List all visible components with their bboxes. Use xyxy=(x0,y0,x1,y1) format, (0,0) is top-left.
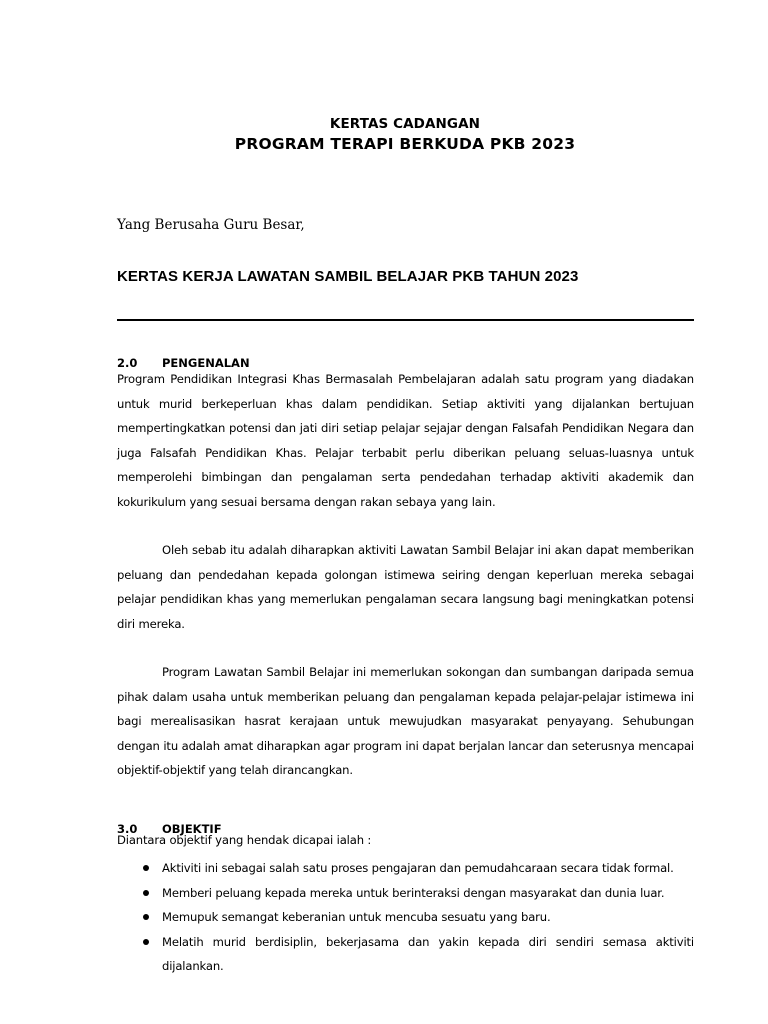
list-item-text: Melatih murid berdisiplin, bekerjasama dan yakin kepada diri sendiri semasa aktiviti dijalankan. xyxy=(162,934,694,974)
list-item-text: Aktiviti ini sebagai salah satu proses pengajaran dan pemudahcaraan secara tidak formal. xyxy=(162,861,674,875)
document-subtitle: KERTAS CADANGAN xyxy=(329,116,481,132)
document-title: PROGRAM TERAPI BERKUDA PKB 2023 xyxy=(234,135,576,153)
list-item xyxy=(117,905,694,930)
list-item xyxy=(117,930,694,979)
list-item-text: Memupuk semangat keberanian untuk mencuba sesuatu yang baru. xyxy=(162,910,551,925)
section-number: 3.0 xyxy=(117,822,138,836)
objective-intro: Diantara objektif yang hendak dicapai ialah : xyxy=(117,833,372,847)
section-title: OBJEKTIF xyxy=(162,822,222,836)
list-item xyxy=(117,881,694,906)
salutation: Yang Berusaha Guru Besar, xyxy=(117,217,305,233)
intro-paragraph-2: Oleh sebab itu adalah diharapkan aktiviti Lawatan Sambil Belajar ini akan dapat memberikan peluang dan pendedahan kepada golongan istimewa seiring dengan keperluan mereka sebagai pelajar pendidikan khas yang memerlukan pengalaman secara langsung bagi meningkatkan potensi diri mereka. xyxy=(117,543,694,631)
objective-list xyxy=(117,856,694,979)
section-title: PENGENALAN xyxy=(162,356,250,370)
bullet-icon xyxy=(143,890,149,896)
bullet-icon xyxy=(143,939,149,945)
intro-paragraph-1: Program Pendidikan Integrasi Khas Bermasalah Pembelajaran adalah satu program yang diadakan untuk murid berkeperluan khas dalam pendidikan. Setiap aktiviti yang dijalankan bertujuan mempertingkatkan potensi dan jati diri setiap pelajar sejajar dengan Falsafah Pendidikan Negara dan juga Falsafah Pendidikan Khas. Pelajar terbabit perlu diberikan peluang seluas-luasnya untuk memperolehi bimbingan dan pengalaman serta pendedahan terhadap aktiviti akademik dan kokurikulum yang sesuai bersama dengan rakan sebaya yang lain. xyxy=(117,372,694,509)
horizontal-rule xyxy=(117,319,694,321)
section-number: 2.0 xyxy=(117,356,138,370)
intro-paragraph-3: Program Lawatan Sambil Belajar ini memerlukan sokongan dan sumbangan daripada semua pihak dalam usaha untuk memberikan peluang dan pengalaman kepada pelajar-pelajar istimewa ini bagi merealisasikan hasrat kerajaan untuk mewujudkan masyarakat penyayang. Sehubungan dengan itu adalah amat diharapkan agar program ini dapat berjalan lancar dan seterusnya mencapai objektif-objektif yang telah dirancangkan. xyxy=(117,665,694,778)
bullet-icon xyxy=(143,865,149,871)
list-item xyxy=(117,856,694,881)
list-item-text: Memberi peluang kepada mereka untuk berinteraksi dengan masyarakat dan dunia luar. xyxy=(162,885,665,900)
paper-heading: KERTAS KERJA LAWATAN SAMBIL BELAJAR PKB TAHUN 2023 xyxy=(117,268,579,285)
bullet-icon xyxy=(143,914,149,920)
